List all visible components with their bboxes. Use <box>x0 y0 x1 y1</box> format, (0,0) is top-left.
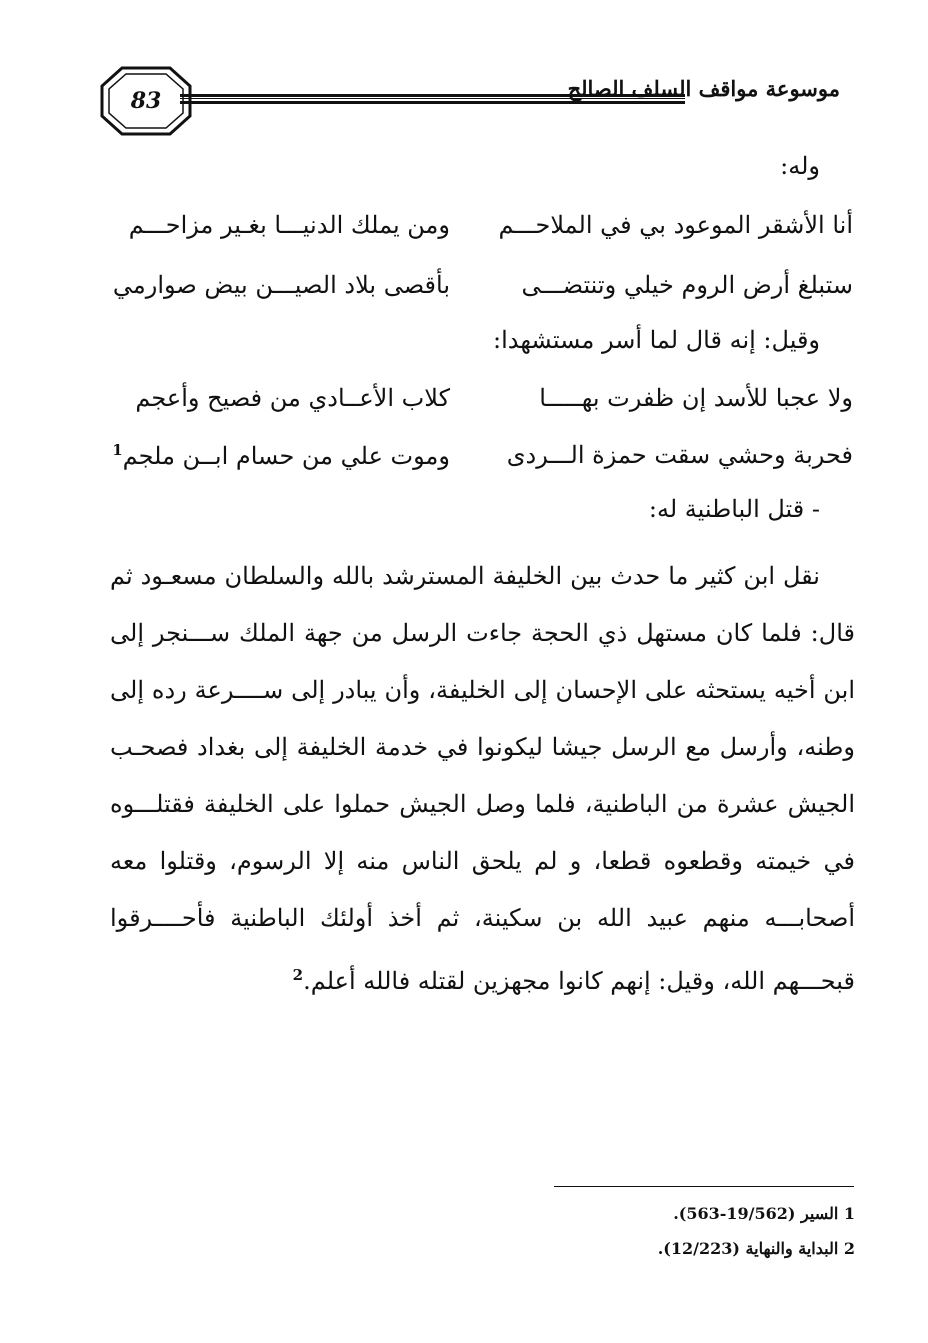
verse-3-second-hemistich: كلاب الأعــادي من فصيح وأعجم <box>135 384 450 412</box>
verse-3-first-hemistich: ولا عجبا للأسد إن ظفرت بهـــــا <box>539 384 853 412</box>
body-paragraph-text: نقل ابن كثير ما حدث بين الخليفة المسترشد بالله والسلطان مسعـود ثم قال: فلما كان مستهل ذي الحجة جاءت الرسل من جهة الملك ســـنجر إلى ابن أخيه يستحثه على الإحسان إلى الخليفة، وأن يبادر إلى ســــرعة رده إلى وطنه، وأرسل مع الرسل جيشا ليكونوا في خدمة الخليفة إلى بغداد فصحـب الجيش عشرة من الباطنية، فلما وصل الجيش حملوا على الخليفة فقتلـــوه في خيمته وقطعوه قطعا، و لم يلحق الناس منه إلا الرسوم، وقتلوا معه أصحابـــه منهم عبيد الله بن سكينة، ثم أخذ أولئك الباطنية فأحــــرقوا قبحـــهم الله، وقيل: إنهم كانوا مجهزين لقتله فالله أعلم. <box>110 562 855 995</box>
verse-4-second-hemistich <box>112 441 450 470</box>
body-paragraph <box>110 548 855 1010</box>
footnote-2 <box>658 1239 855 1258</box>
verse-2-first-hemistich: ستبلغ أرض الروم خيلي وتنتضـــى <box>521 271 853 299</box>
footnote-divider <box>554 1186 854 1187</box>
footnote-ref-2[interactable]: 2 <box>292 966 304 984</box>
page-header <box>100 66 840 136</box>
page-number: 83 <box>130 88 162 114</box>
verse-4-first-hemistich: فحربة وحشي سقت حمزة الـــردى <box>506 441 853 469</box>
footnote-1-text: السير (19/562-563). <box>673 1204 839 1223</box>
verse-4-second-hemistich-text: وموت علي من حسام ابــن ملجم <box>122 442 450 470</box>
series-title: موسوعة مواقف السلف الصالح <box>567 76 840 101</box>
verse-1-second-hemistich: ومن يملك الدنيـــا بغـير مزاحـــم <box>128 211 450 239</box>
footnote-2-text: البداية والنهاية (12/223). <box>657 1239 839 1258</box>
footnote-2-number: 2 <box>843 1239 855 1258</box>
footnote-ref-1[interactable]: 1 <box>112 441 123 459</box>
verse-2-second-hemistich: بأقصى بلاد الصيـــن بيض صوارمي <box>112 271 450 299</box>
intro-line-2: وقيل: إنه قال لما أسر مستشهدا: <box>493 326 820 354</box>
footnote-1 <box>673 1204 855 1223</box>
footnote-1-number: 1 <box>843 1204 855 1223</box>
verse-1-first-hemistich: أنا الأشقر الموعود بي في الملاحـــم <box>498 211 853 239</box>
section-heading: - قتل الباطنية له: <box>648 495 820 523</box>
page-number-badge <box>100 66 192 136</box>
intro-line-1: وله: <box>780 152 820 180</box>
